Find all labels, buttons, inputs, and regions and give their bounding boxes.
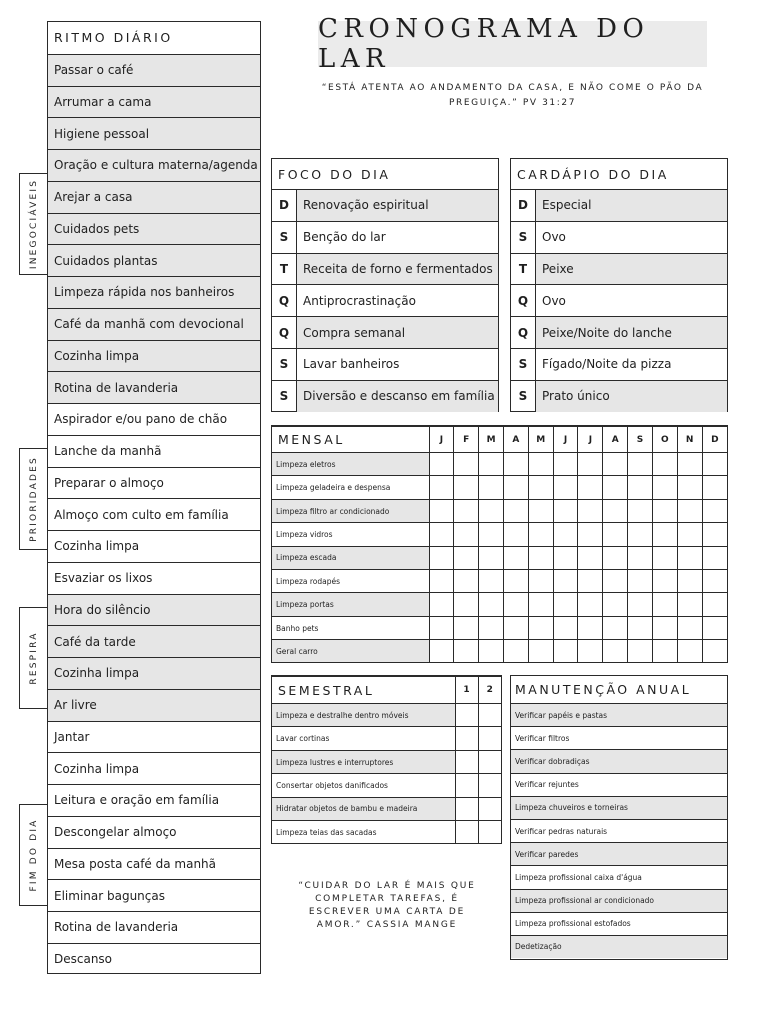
daily-task-item: Higiene pessoal — [48, 117, 260, 149]
month-check-cell[interactable] — [578, 616, 603, 639]
annual-task-item: Limpeza chuveiros e torneiras — [511, 796, 727, 819]
month-check-cell[interactable] — [578, 546, 603, 569]
cardapio-row — [511, 284, 727, 316]
month-check-cell[interactable] — [454, 523, 479, 546]
foco-row — [272, 253, 498, 285]
month-label: F — [454, 427, 479, 453]
month-check-cell[interactable] — [553, 476, 578, 499]
month-check-cell[interactable] — [454, 546, 479, 569]
month-check-cell[interactable] — [578, 640, 603, 662]
semiannual-task-label: Limpeza e destralhe dentro móveis — [272, 704, 455, 727]
semiannual-grid — [272, 676, 501, 843]
month-check-cell[interactable] — [628, 499, 653, 522]
cardapio-row — [511, 221, 727, 253]
month-check-cell[interactable] — [429, 499, 454, 522]
focus-of-day-rows — [272, 189, 498, 412]
month-check-cell[interactable] — [702, 499, 727, 522]
weekday-letter: T — [272, 254, 297, 285]
month-check-cell[interactable] — [454, 476, 479, 499]
foco-row — [272, 380, 498, 412]
month-check-cell[interactable] — [454, 453, 479, 476]
monthly-task-label: Geral carro — [272, 640, 429, 662]
semester-check-cell[interactable] — [455, 750, 478, 773]
monthly-task-label: Limpeza portas — [272, 593, 429, 616]
cardapio-text: Peixe — [536, 254, 727, 285]
daily-task-item: Rotina de lavanderia — [48, 911, 260, 943]
side-tag-fim-do-dia — [19, 804, 47, 906]
side-tag-label: PRIORIDADES — [28, 456, 39, 542]
verse-quote: “ESTÁ ATENTA AO ANDAMENTO DA CASA, E NÃO COME O PÃO DA PREGUIÇA.” PV 31:27 — [321, 83, 704, 108]
semiannual-task-row — [272, 727, 501, 750]
annual-task-item: Verificar dobradiças — [511, 749, 727, 772]
month-check-cell[interactable] — [677, 476, 702, 499]
semester-check-cell[interactable] — [478, 727, 501, 750]
daily-task-item: Cozinha limpa — [48, 752, 260, 784]
month-check-cell[interactable] — [652, 523, 677, 546]
semester-check-cell[interactable] — [455, 821, 478, 843]
daily-task-item: Jantar — [48, 721, 260, 753]
footer-quote: “CUIDAR DO LAR É MAIS QUE COMPLETAR TAREFAS, É ESCREVER UMA CARTA DE AMOR.” CASSIA MANGE — [298, 881, 476, 930]
monthly-task-label: Limpeza filtro ar condicionado — [272, 499, 429, 522]
month-check-cell[interactable] — [603, 476, 628, 499]
semiannual-task-row — [272, 774, 501, 797]
month-label: M — [479, 427, 504, 453]
month-check-cell[interactable] — [528, 476, 553, 499]
cardapio-row — [511, 380, 727, 412]
month-check-cell[interactable] — [503, 616, 528, 639]
month-check-cell[interactable] — [652, 593, 677, 616]
month-check-cell[interactable] — [553, 523, 578, 546]
month-check-cell[interactable] — [503, 523, 528, 546]
semiannual-task-row — [272, 797, 501, 820]
cardapio-text: Peixe/Noite do lanche — [536, 317, 727, 348]
semiannual-checklist — [271, 675, 502, 844]
semiannual-task-label: Hidratar objetos de bambu e madeira — [272, 797, 455, 820]
semiannual-header-row — [272, 677, 501, 704]
foco-text: Lavar banheiros — [303, 357, 400, 372]
month-check-cell[interactable] — [479, 546, 504, 569]
month-check-cell[interactable] — [429, 640, 454, 662]
daily-task-item: Cuidados pets — [48, 213, 260, 245]
month-check-cell[interactable] — [454, 593, 479, 616]
month-check-cell[interactable] — [553, 499, 578, 522]
month-check-cell[interactable] — [652, 476, 677, 499]
foco-text: Benção do lar — [303, 230, 386, 245]
month-check-cell[interactable] — [479, 570, 504, 593]
month-check-cell[interactable] — [503, 570, 528, 593]
page-title: CRONOGRAMA DO LAR — [318, 21, 707, 67]
month-check-cell[interactable] — [628, 453, 653, 476]
weekday-letter: S — [511, 222, 536, 253]
month-check-cell[interactable] — [578, 570, 603, 593]
month-check-cell[interactable] — [652, 453, 677, 476]
month-check-cell[interactable] — [677, 453, 702, 476]
daily-task-item: Limpeza rápida nos banheiros — [48, 276, 260, 308]
month-check-cell[interactable] — [702, 523, 727, 546]
month-check-cell[interactable] — [429, 476, 454, 499]
foco-row — [272, 348, 498, 380]
annual-task-item: Verificar papéis e pastas — [511, 703, 727, 726]
month-check-cell[interactable] — [503, 593, 528, 616]
month-check-cell[interactable] — [603, 640, 628, 662]
foco-text: Antiprocrastinação — [303, 293, 416, 308]
weekday-letter: Q — [511, 317, 536, 348]
daily-task-item: Almoço com culto em família — [48, 498, 260, 530]
daily-task-item: Mesa posta café da manhã — [48, 848, 260, 880]
daily-task-item: Café da tarde — [48, 625, 260, 657]
monthly-task-label: Banho pets — [272, 616, 429, 639]
month-check-cell[interactable] — [677, 570, 702, 593]
month-label: S — [628, 427, 653, 453]
annual-task-item: Limpeza profissional caixa d'água — [511, 865, 727, 888]
monthly-grid — [272, 426, 727, 662]
weekday-letter: D — [272, 190, 297, 221]
daily-rhythm-rows — [48, 54, 260, 975]
cardapio-text: Prato único — [536, 381, 727, 412]
month-check-cell[interactable] — [429, 453, 454, 476]
foco-text: Receita de forno e fermentados — [297, 254, 498, 285]
monthly-task-row — [272, 616, 727, 639]
daily-task-item: Ar livre — [48, 689, 260, 721]
foco-row — [272, 221, 498, 253]
month-check-cell[interactable] — [553, 616, 578, 639]
month-check-cell[interactable] — [503, 499, 528, 522]
month-check-cell[interactable] — [702, 476, 727, 499]
monthly-task-label: Limpeza eletros — [272, 453, 429, 476]
monthly-checklist — [271, 425, 728, 663]
cardapio-row — [511, 316, 727, 348]
annual-task-item: Verificar pedras naturais — [511, 819, 727, 842]
weekday-letter: S — [272, 381, 297, 412]
month-check-cell[interactable] — [528, 453, 553, 476]
month-check-cell[interactable] — [652, 546, 677, 569]
daily-task-item: Arrumar a cama — [48, 86, 260, 118]
daily-task-item: Esvaziar os lixos — [48, 562, 260, 594]
month-label: O — [652, 427, 677, 453]
monthly-header-row — [272, 427, 727, 453]
annual-maintenance-list — [510, 675, 728, 960]
semester-label: 1 — [455, 677, 478, 704]
month-label: A — [503, 427, 528, 453]
month-check-cell[interactable] — [578, 593, 603, 616]
month-check-cell[interactable] — [603, 570, 628, 593]
month-check-cell[interactable] — [677, 616, 702, 639]
month-check-cell[interactable] — [652, 640, 677, 662]
month-label: J — [553, 427, 578, 453]
annual-task-item: Verificar paredes — [511, 842, 727, 865]
month-check-cell[interactable] — [528, 640, 553, 662]
month-check-cell[interactable] — [578, 523, 603, 546]
semester-check-cell[interactable] — [455, 797, 478, 820]
weekday-letter: T — [511, 254, 536, 285]
foco-row — [272, 316, 498, 348]
month-check-cell[interactable] — [553, 546, 578, 569]
cardapio-row — [511, 189, 727, 221]
month-check-cell[interactable] — [429, 523, 454, 546]
monthly-heading: MENSAL — [272, 427, 429, 453]
month-label: D — [702, 427, 727, 453]
month-check-cell[interactable] — [528, 570, 553, 593]
weekday-letter: S — [511, 349, 536, 380]
daily-task-item: Preparar o almoço — [48, 467, 260, 499]
month-check-cell[interactable] — [702, 640, 727, 662]
month-check-cell[interactable] — [429, 546, 454, 569]
foco-text: Diversão e descanso em família — [297, 381, 498, 412]
month-check-cell[interactable] — [702, 593, 727, 616]
annual-maintenance-heading: MANUTENÇÃO ANUAL — [515, 682, 692, 697]
annual-maintenance-rows — [511, 703, 727, 958]
month-check-cell[interactable] — [677, 499, 702, 522]
foco-row — [272, 189, 498, 221]
month-check-cell[interactable] — [652, 616, 677, 639]
month-check-cell[interactable] — [603, 616, 628, 639]
month-check-cell[interactable] — [628, 640, 653, 662]
month-check-cell[interactable] — [578, 453, 603, 476]
semiannual-heading: SEMESTRAL — [272, 677, 455, 704]
month-check-cell[interactable] — [503, 640, 528, 662]
month-check-cell[interactable] — [479, 616, 504, 639]
month-check-cell[interactable] — [454, 616, 479, 639]
month-check-cell[interactable] — [677, 523, 702, 546]
semester-check-cell[interactable] — [478, 750, 501, 773]
monthly-task-label: Limpeza rodapés — [272, 570, 429, 593]
month-label: J — [429, 427, 454, 453]
month-check-cell[interactable] — [628, 546, 653, 569]
annual-task-item: Verificar rejuntes — [511, 773, 727, 796]
monthly-task-label: Limpeza vidros — [272, 523, 429, 546]
semester-check-cell[interactable] — [478, 821, 501, 843]
month-check-cell[interactable] — [628, 476, 653, 499]
month-check-cell[interactable] — [578, 499, 603, 522]
month-check-cell[interactable] — [553, 453, 578, 476]
daily-task-item: Arejar a casa — [48, 181, 260, 213]
cardapio-text: Fígado/Noite da pizza — [542, 357, 672, 372]
month-check-cell[interactable] — [553, 570, 578, 593]
month-check-cell[interactable] — [429, 616, 454, 639]
semiannual-task-label: Lavar cortinas — [272, 727, 455, 750]
daily-task-item: Descongelar almoço — [48, 816, 260, 848]
daily-task-item: Oração e cultura materna/agenda — [48, 149, 260, 181]
month-check-cell[interactable] — [429, 570, 454, 593]
month-check-cell[interactable] — [429, 593, 454, 616]
daily-rhythm-list — [47, 21, 261, 974]
daily-task-item: Cuidados plantas — [48, 244, 260, 276]
focus-of-day-heading: FOCO DO DIA — [278, 166, 391, 182]
month-check-cell[interactable] — [528, 593, 553, 616]
daily-task-item: Hora do silêncio — [48, 594, 260, 626]
daily-task-item: Aspirador e/ou pano de chão — [48, 403, 260, 435]
month-check-cell[interactable] — [652, 499, 677, 522]
monthly-task-row — [272, 570, 727, 593]
daily-task-item: Cozinha limpa — [48, 657, 260, 689]
month-check-cell[interactable] — [528, 499, 553, 522]
side-tag-label: INEGOCIÁVEIS — [28, 178, 39, 270]
side-tag-label: RESPIRA — [28, 631, 39, 685]
month-check-cell[interactable] — [702, 546, 727, 569]
monthly-task-row — [272, 523, 727, 546]
weekday-letter: D — [511, 190, 536, 221]
cardapio-text: Ovo — [542, 293, 566, 308]
monthly-task-row — [272, 640, 727, 662]
month-check-cell[interactable] — [479, 640, 504, 662]
semester-check-cell[interactable] — [478, 704, 501, 727]
semiannual-task-row — [272, 821, 501, 843]
daily-task-item: Descanso — [48, 943, 260, 975]
monthly-task-label: Limpeza geladeira e despensa — [272, 476, 429, 499]
month-check-cell[interactable] — [479, 476, 504, 499]
semiannual-task-label: Limpeza teias das sacadas — [272, 821, 455, 843]
month-label: J — [578, 427, 603, 453]
semiannual-task-row — [272, 750, 501, 773]
month-check-cell[interactable] — [454, 570, 479, 593]
foco-text: Renovação espiritual — [297, 190, 498, 221]
month-check-cell[interactable] — [702, 570, 727, 593]
monthly-task-row — [272, 499, 727, 522]
month-check-cell[interactable] — [503, 476, 528, 499]
focus-of-day-table — [271, 158, 499, 412]
annual-task-item: Limpeza profissional ar condicionado — [511, 889, 727, 912]
monthly-task-label: Limpeza escada — [272, 546, 429, 569]
monthly-task-row — [272, 593, 727, 616]
month-check-cell[interactable] — [603, 546, 628, 569]
foco-text: Compra semanal — [297, 317, 498, 348]
month-check-cell[interactable] — [702, 453, 727, 476]
month-check-cell[interactable] — [628, 593, 653, 616]
cardapio-row — [511, 253, 727, 285]
weekday-letter: S — [272, 349, 297, 380]
month-check-cell[interactable] — [603, 453, 628, 476]
weekday-letter: Q — [272, 285, 297, 316]
month-label: N — [677, 427, 702, 453]
month-label: M — [528, 427, 553, 453]
semester-check-cell[interactable] — [455, 704, 478, 727]
annual-task-item: Dedetização — [511, 935, 727, 958]
monthly-task-row — [272, 476, 727, 499]
month-check-cell[interactable] — [677, 640, 702, 662]
semester-check-cell[interactable] — [455, 727, 478, 750]
semester-label: 2 — [478, 677, 501, 704]
month-check-cell[interactable] — [528, 546, 553, 569]
month-check-cell[interactable] — [553, 640, 578, 662]
semiannual-task-row — [272, 704, 501, 727]
semester-check-cell[interactable] — [478, 774, 501, 797]
daily-task-item: Cozinha limpa — [48, 530, 260, 562]
semiannual-task-label: Limpeza lustres e interruptores — [272, 750, 455, 773]
daily-task-item: Passar o café — [48, 54, 260, 86]
menu-of-day-rows — [511, 189, 727, 412]
semester-check-cell[interactable] — [455, 774, 478, 797]
side-tag-label: FIM DO DIA — [28, 818, 39, 892]
weekday-letter: S — [272, 222, 297, 253]
month-check-cell[interactable] — [603, 523, 628, 546]
menu-of-day-table — [510, 158, 728, 412]
month-check-cell[interactable] — [454, 499, 479, 522]
daily-task-item: Rotina de lavanderia — [48, 371, 260, 403]
month-check-cell[interactable] — [503, 546, 528, 569]
daily-task-item: Lanche da manhã — [48, 435, 260, 467]
month-check-cell[interactable] — [628, 616, 653, 639]
month-check-cell[interactable] — [454, 640, 479, 662]
month-check-cell[interactable] — [479, 593, 504, 616]
side-tag-respira — [19, 607, 47, 709]
daily-task-item: Cozinha limpa — [48, 340, 260, 372]
weekday-letter: Q — [511, 285, 536, 316]
month-check-cell[interactable] — [479, 499, 504, 522]
month-check-cell[interactable] — [528, 616, 553, 639]
semiannual-task-label: Consertar objetos danificados — [272, 774, 455, 797]
month-check-cell[interactable] — [628, 523, 653, 546]
daily-task-item: Eliminar bagunças — [48, 879, 260, 911]
month-check-cell[interactable] — [479, 453, 504, 476]
month-check-cell[interactable] — [603, 499, 628, 522]
month-check-cell[interactable] — [677, 593, 702, 616]
month-check-cell[interactable] — [479, 523, 504, 546]
daily-rhythm-heading: RITMO DIÁRIO — [54, 30, 173, 46]
cardapio-text: Ovo — [542, 230, 566, 245]
month-check-cell[interactable] — [702, 616, 727, 639]
month-check-cell[interactable] — [603, 593, 628, 616]
weekday-letter: Q — [272, 317, 297, 348]
foco-row — [272, 284, 498, 316]
monthly-task-row — [272, 453, 727, 476]
cardapio-text: Especial — [536, 190, 727, 221]
month-check-cell[interactable] — [528, 523, 553, 546]
daily-task-item: Leitura e oração em família — [48, 784, 260, 816]
side-tag-inegociaveis — [19, 173, 47, 275]
monthly-task-row — [272, 546, 727, 569]
month-check-cell[interactable] — [677, 546, 702, 569]
menu-of-day-heading: CARDÁPIO DO DIA — [517, 166, 669, 182]
daily-task-item: Café da manhã com devocional — [48, 308, 260, 340]
month-label: A — [603, 427, 628, 453]
cardapio-row — [511, 348, 727, 380]
side-tag-prioridades — [19, 448, 47, 550]
month-check-cell[interactable] — [503, 453, 528, 476]
month-check-cell[interactable] — [628, 570, 653, 593]
weekday-letter: S — [511, 381, 536, 412]
month-check-cell[interactable] — [652, 570, 677, 593]
semester-check-cell[interactable] — [478, 797, 501, 820]
month-check-cell[interactable] — [553, 593, 578, 616]
annual-task-item: Verificar filtros — [511, 726, 727, 749]
annual-task-item: Limpeza profissional estofados — [511, 912, 727, 935]
month-check-cell[interactable] — [578, 476, 603, 499]
